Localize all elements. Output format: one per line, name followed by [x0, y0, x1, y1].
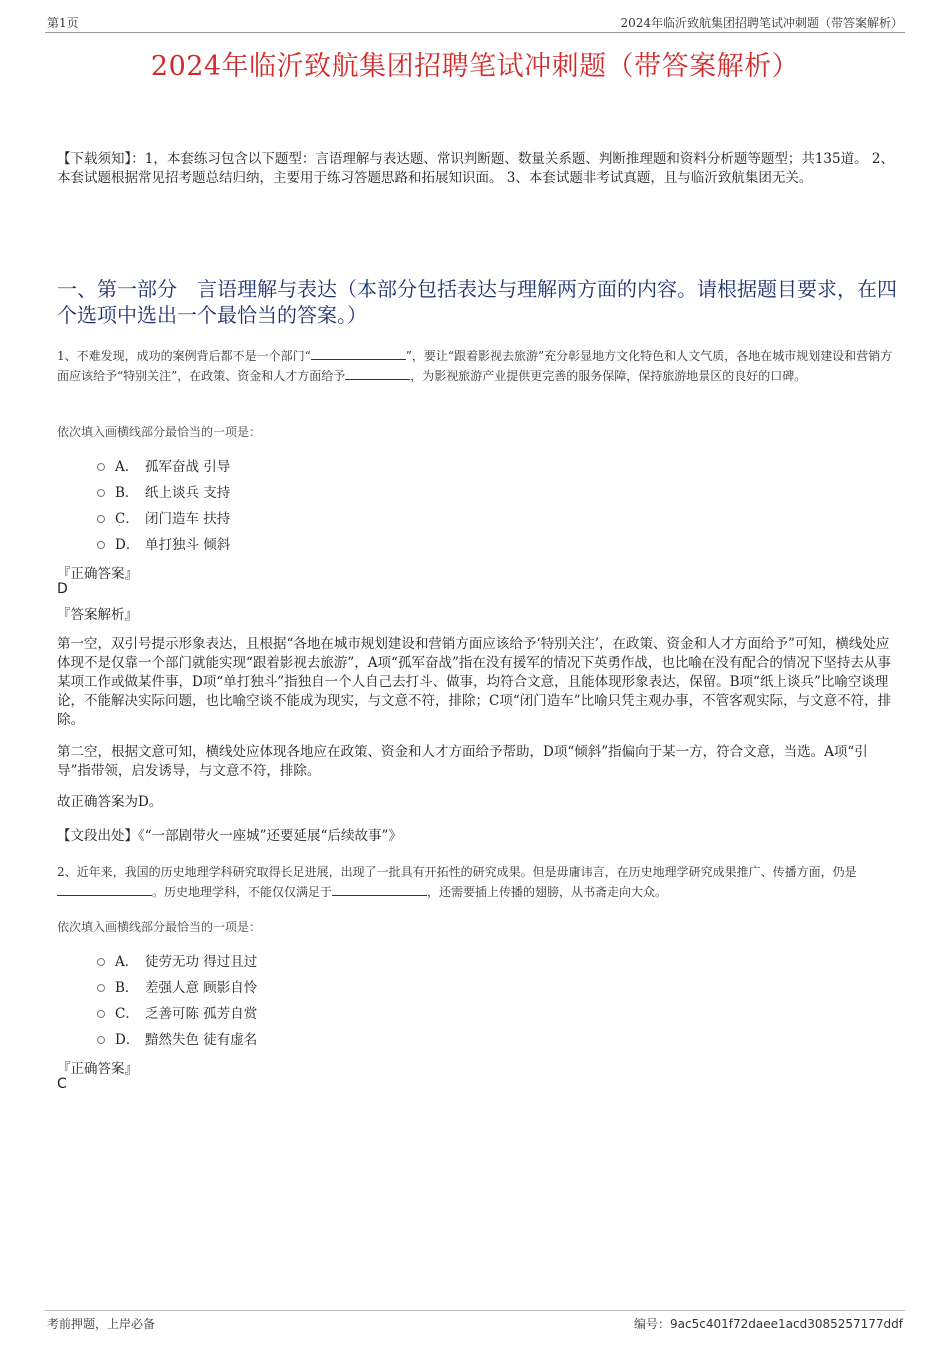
q1-blank-2	[345, 367, 410, 380]
q2-answer: C	[57, 1076, 67, 1092]
q2-answer-label: 『正确答案』	[57, 1061, 138, 1077]
question-2-stem	[57, 862, 897, 902]
q2-instruction: 依次填入画横线部分最恰当的一项是：	[57, 920, 262, 934]
q2-stem-part-3: ，还需要插上传播的翅膀，从书斋走向大众。	[427, 885, 668, 899]
q1-source: 【文段出处】《“一部剧带火一座城”还要延展“后续故事”》	[57, 828, 402, 844]
footer-divider	[45, 1310, 905, 1311]
radio-icon[interactable]	[97, 1036, 105, 1044]
q1-blank-1	[311, 347, 406, 360]
q2-stem-part-2: 。历史地理学科，不能仅仅满足于	[152, 885, 333, 899]
radio-icon[interactable]	[97, 541, 105, 549]
q2-option-b[interactable]: B． 差强人意 顾影自怜	[97, 973, 257, 999]
radio-icon[interactable]	[97, 463, 105, 471]
page-number: 第1页	[47, 16, 79, 30]
radio-icon[interactable]	[97, 984, 105, 992]
footer-slogan: 考前押题，上岸必备	[47, 1317, 156, 1331]
q1-analysis-paragraph-2: 第二空，根据文意可知，横线处应体现各地应在政策、资金和人才方面给予帮助，D项“倾斜”指偏向于某一方，符合文意，当选。A项“引导”指带领，启发诱导，与文意不符，排除。	[57, 744, 868, 779]
q1-analysis-paragraph-1: 第一空，双引号提示形象表达，且根据“各地在城市规划建设和营销方面应该给予‘特别关注’，在政策、资金和人才方面给予”可知，横线处应体现不是仅靠一个部门就能实现“跟着影视去旅游”，A项“孤军奋战”指在没有援军的情况下英勇作战，也比喻在没有配合的情况下坚持去从事某项工作或做某件事，D项“单打独斗”指独自一个人自己去打斗、做事，均符合文意，且能体现形象表达，保留。B项“纸上谈兵”比喻空谈理论，不能解决实际问题，也比喻空谈不能成为现实，与文意不符，排除；C项“闭门造车”比喻只凭主观办事，不管客观实际，与文意不符，排除。	[57, 636, 892, 728]
download-notice: 【下载须知】：1，本套练习包含以下题型：言语理解与表达题、常识判断题、数量关系题、判断推理题和资料分析题等题型；共135道。 2、本套试题根据常见招考题总结归纳，主要用于练习答题思路和拓展知识面。 3、本套试题非考试真题，且与临沂致航集团无关。	[57, 151, 894, 186]
q2-blank-2	[332, 883, 427, 896]
q2-option-d[interactable]: D． 黯然失色 徒有虚名	[97, 1025, 257, 1051]
footer-code-label: 编号：	[634, 1317, 671, 1331]
radio-icon[interactable]	[97, 489, 105, 497]
q2-options	[97, 947, 257, 1051]
q1-analysis-conclusion: 故正确答案为D。	[57, 794, 163, 810]
header-divider	[45, 32, 905, 33]
q1-stem-part-2: ”，要让“跟着影视去旅游”充分彰显地方文化特色和人文气质，各地在城市规划建设和营销方面应该给予“特别关注”，在政策、资金和人才方面给予	[57, 349, 893, 383]
page-title: 2024年临沂致航集团招聘笔试冲刺题（带答案解析）	[150, 51, 800, 82]
section-heading: 一、第一部分 言语理解与表达（本部分包括表达与理解两方面的内容。请根据题目要求，在四个选项中选出一个最恰当的答案。）	[57, 277, 897, 327]
q1-analysis-label: 『答案解析』	[57, 607, 138, 623]
footer-code	[634, 1315, 903, 1332]
q2-stem-part-1: 2、近年来，我国的历史地理学科研究取得长足进展，出现了一批具有开拓性的研究成果。但是毋庸讳言，在历史地理学研究成果推广、传播方面，仍是	[57, 865, 857, 879]
q2-option-a[interactable]: A． 徒劳无功 得过且过	[97, 947, 257, 973]
q1-answer-label: 『正确答案』	[57, 566, 138, 582]
footer-code-value: 9ac5c401f72daee1acd3085257177ddf	[670, 1317, 903, 1331]
q1-option-b[interactable]: B． 纸上谈兵 支持	[97, 478, 230, 504]
q1-stem-part-1: 1、不难发现，成功的案例背后都不是一个部门“	[57, 349, 311, 363]
radio-icon[interactable]	[97, 958, 105, 966]
question-1-stem	[57, 346, 897, 386]
q1-option-d[interactable]: D． 单打独斗 倾斜	[97, 530, 230, 556]
radio-icon[interactable]	[97, 1010, 105, 1018]
q1-instruction: 依次填入画横线部分最恰当的一项是：	[57, 425, 262, 439]
q1-answer: D	[57, 581, 68, 597]
radio-icon[interactable]	[97, 515, 105, 523]
q1-option-a[interactable]: A． 孤军奋战 引导	[97, 452, 230, 478]
q1-option-c[interactable]: C． 闭门造车 扶持	[97, 504, 230, 530]
q2-option-c[interactable]: C． 乏善可陈 孤芳自赏	[97, 999, 257, 1025]
q1-stem-part-3: ，为影视旅游产业提供更完善的服务保障，保持旅游地景区的良好的口碑。	[410, 369, 807, 383]
q1-options	[97, 452, 230, 556]
q2-blank-1	[57, 883, 152, 896]
running-header-title: 2024年临沂致航集团招聘笔试冲刺题（带答案解析）	[620, 16, 903, 30]
